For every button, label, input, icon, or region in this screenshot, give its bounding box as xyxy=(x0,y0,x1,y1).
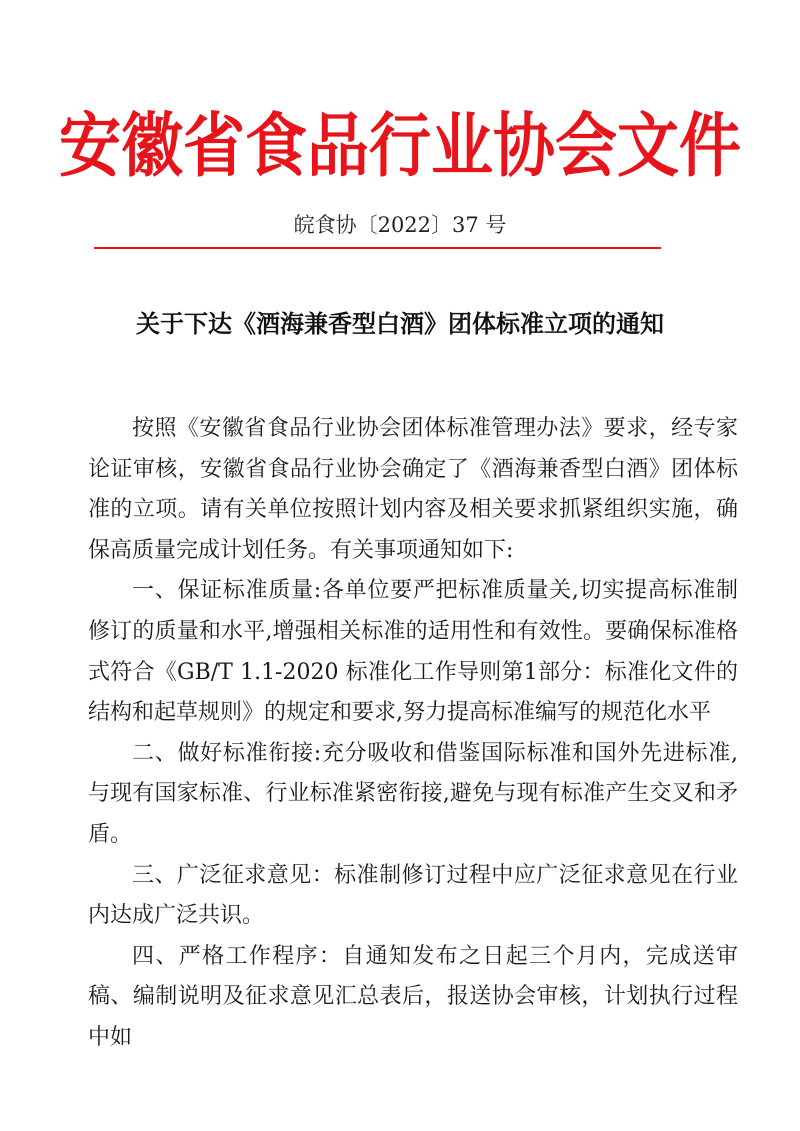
red-divider xyxy=(94,247,661,249)
paragraph-item-2: 二、做好标准衔接:充分吸收和借鉴国际标准和国外先进标准,与现有国家标准、行业标准紧密衔接,避免与现有标准产生交叉和矛盾。 xyxy=(88,740,738,847)
masthead-title: 安徽省食品行业协会文件 xyxy=(58,104,741,187)
document-number: 皖食协〔2022〕37 号 xyxy=(293,213,507,237)
paragraph-item-3: 三、广泛征求意见：标准制修订过程中应广泛征求意见在行业内达成广泛共识。 xyxy=(88,862,738,929)
paragraph-intro: 按照《安徽省食品行业协会团体标准管理办法》要求，经专家论证审核，安徽省食品行业协会确定了《酒海兼香型白酒》团体标准的立项。请有关单位按照计划内容及相关要求抓紧组织实施，确保高质量完成计划任务。有关事项通知如下: xyxy=(88,416,738,563)
notice-title: 关于下达《酒海兼香型白酒》团体标准立项的通知 xyxy=(136,309,664,338)
paragraph-item-4: 四、严格工作程序：自通知发布之日起三个月内，完成送审稿、编制说明及征求意见汇总表后，报送协会审核，计划执行过程中如 xyxy=(88,943,738,1050)
notice-body xyxy=(88,409,738,1059)
paragraph-item-1: 一、保证标准质量:各单位要严把标准质量关,切实提高标准制修订的质量和水平,增强相关标准的适用性和有效性。要确保标准格式符合《GB/T 1.1-2020 标准化工作导则第1部分：标准化文件的结构和起草规则》的规定和要求,努力提高标准编写的规范化水平 xyxy=(88,578,738,726)
